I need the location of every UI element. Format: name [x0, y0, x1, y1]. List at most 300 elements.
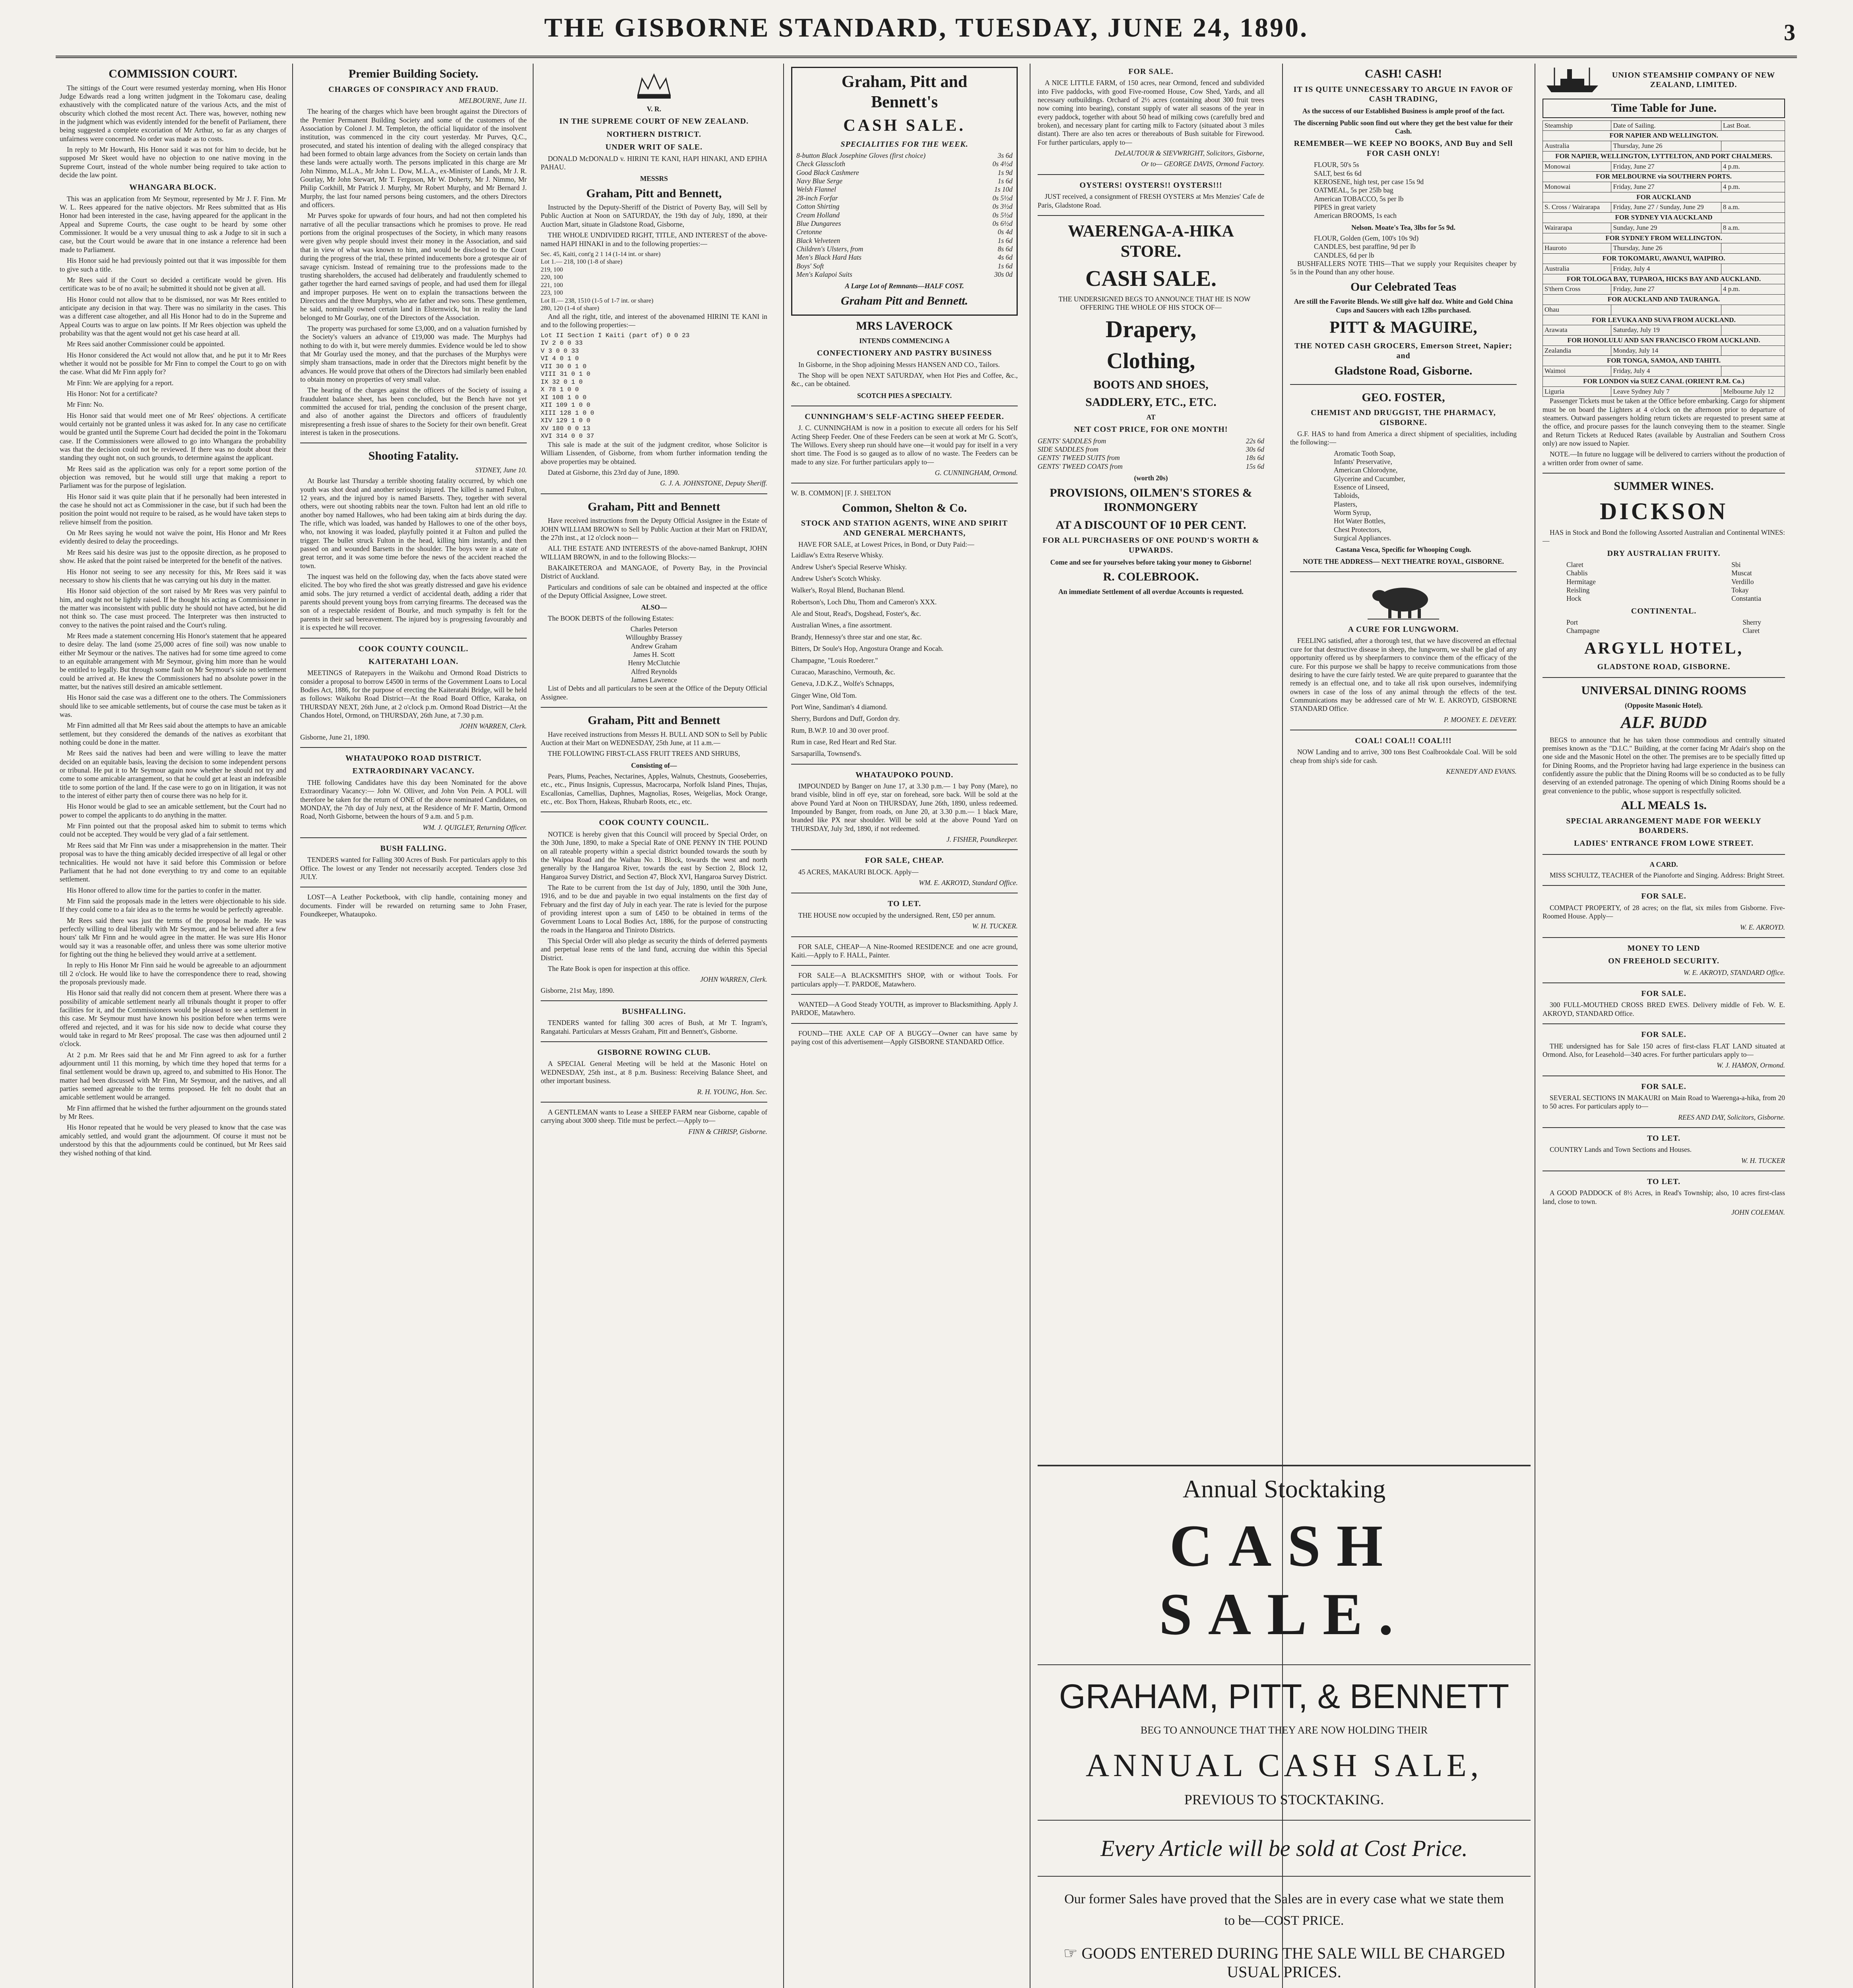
goods-item: Rum in case, Red Heart and Red Star. [791, 738, 896, 746]
divider [791, 764, 1018, 765]
label: MESSRS [640, 175, 668, 183]
notice-subheading: ON FREEHOLD SECURITY. [1608, 957, 1719, 966]
firm-name: GEO. FOSTER, [1362, 390, 1445, 404]
goods-item: Port Wine, Sandiman's 4 diamond. [791, 703, 888, 711]
wine-name: Claret [1566, 561, 1583, 569]
stocktaking-ad [1038, 1459, 1531, 1988]
paragraph: His Honor said it was quite plain that if he personally had been interested in the case he should not act as Commissioner in the case, but if such had been the position the point would not require to be raised, as he would have taken steps to relieve himself from the position. [60, 492, 286, 526]
ship-name: Monowai [1543, 182, 1611, 192]
item-price: 1s 10d [994, 185, 1013, 194]
price-row [1038, 462, 1264, 471]
section-list [541, 332, 767, 441]
paragraph: MEETINGS of Ratepayers in the Waikohu and Ormond Road Districts to consider a proposal to borrow £4500 in terms of the Government Loans to Local Bodies Act, 1886, for the purpose of erecting the Kaiteratahi Bridge, will be held as follows: Waikohu Road District—At the Road Board Office, Karaka, on THURSDAY NEXT, 26th June, at 2 o'clock p.m. Ormond Road District—At the Chandos Hotel, Ormond, on THURSDAY, 26th June, at 7.30 p.m. [300, 669, 527, 720]
lot-row: 280, 120 (1-4 of share) [541, 305, 600, 312]
paragraph: His Honor: Not for a certificate? [67, 389, 157, 398]
paragraph: His Honor said that would meet one of Mr Rees' objections. A certificate would certainly not be granted unless it was asked for. In any case no certificate would be granted until the Supreme Court had decided the point in the Tokomaru case. If the Commissioners were allowed to go into Whangara the probability was that the decision could not be reviewed. If there was no doubt about their standing they ought not, on such grounds, to determine against the applicant. [60, 411, 286, 462]
paragraph: A GOOD PADDOCK of 8½ Acres, in Read's Township; also, 10 acres first-class land, close to town. [1543, 1189, 1785, 1206]
notice-heading: WHATAUPOKO ROAD DISTRICT. [345, 754, 482, 763]
notice-heading: FOR SALE. [1641, 1082, 1686, 1091]
paragraph: HAS in Stock and Bond the following Assorted Australian and Continental WINES:— [1543, 528, 1785, 545]
article-heading: Shooting Fatality. [368, 449, 459, 463]
item-price: 1s 6d [997, 177, 1013, 185]
column-rule [783, 64, 784, 1988]
divider [541, 493, 767, 494]
divider [1543, 982, 1785, 983]
article-heading: COMMISSION COURT. [109, 67, 237, 80]
timetable-header-row [1543, 120, 1785, 131]
paragraph: The property was purchased for some £3,000, and on a valuation furnished by the Society's valuers an advance of £19,000 was made. The Murphys had nothing to do with it, but were merely dummies. Evidence would be led to show that Mr Gourlay used the money, and that the purchases of the Murphys were simply sham transactions, made in order that the Directors might benefit by the advances. He would prove that others of the Directors had similarly been enabled to obtain money on properties of very small value. [300, 324, 527, 383]
estate-name: James H. Scott [633, 650, 675, 659]
signature: JOHN WARREN, Clerk. [460, 722, 527, 730]
paragraph: The hearing of the charges against the officers of the Society of issuing a fraudulent balance sheet, has been concluded, but the Bench have not yet committed the accused for trial, pending the conclusion of the present charge, and also of another against the Directors and officers of fraudulently misrepresenting a fresh issue of shares to the Society for their own benefit. Great interest is taken in the prosecutions. [300, 386, 527, 437]
paragraph: J. C. CUNNINGHAM is now in a position to execute all orders for his Self Acting Sheep Feeder. One of these Feeders can be seen at work at Mr G. Scott's, The Willows. Every sheep run should have one—it would pay for itself in a very short time. The Food is so gauged as to allow of no waste. The Feeders can be made to any size. For further particulars apply to— [791, 424, 1018, 466]
ad-title: CASH SALE. [1085, 266, 1217, 291]
column-legal-notices [541, 64, 767, 1988]
ad-title: UNIVERSAL DINING ROOMS [1581, 684, 1746, 697]
paragraph: THE undersigned has for Sale 150 acres of first-class FLAT LAND situated at Ormond. Also, for Leasehold—340 acres. For further particulars apply to— [1543, 1042, 1785, 1058]
divider [1038, 174, 1264, 175]
ad-subtitle: CONTINENTAL. [1631, 606, 1697, 615]
lot-list [541, 250, 767, 313]
last-boat [1721, 305, 1785, 315]
section-row: XIV 129 1 0 0 [541, 417, 590, 425]
divider [791, 965, 1018, 966]
sailing-date: Saturday, July 19 [1611, 325, 1721, 336]
notice-heading: OYSTERS! OYSTERS!! OYSTERS!!! [1079, 181, 1222, 190]
paragraph: Mr Rees said as the application was only for a report some portion of the objection was removed, but he would still urge that making a report to Parliament was for the purpose of legislation. [60, 464, 286, 490]
wine-list-right [1731, 561, 1761, 603]
paragraph: The hearing of the charges which have been brought against the Directors of the Premier Permanent Building Society and some of the customers of the Association by Colonel J. M. Templeton, the official liquidator of the insolvent institution, was commenced in the city court yesterday. Mr Purves, Q.C., prosecuted, and stated his intention of dealing with the alleged conspiracy that had been formed to obtain large advances from the Society on certain lands than these lands were actually worth. The persons implicated in this charge are Mr John Nimmo, M.L.A., Mr John L. Dow, M.L.A., ex-Minister of Lands, Mr J. R. Gourlay, Mr John Stewart, Mr T. Ferguson, Mr W. Doherty, Mr J. Nimmo, Mr Philip Corkhill, Mr Patrick J. Murphy, Mr Robert Murphy, and Mr Bernard J. Murphy, the last four named persons being customers, and the others Directors and officers. [300, 107, 527, 209]
item-price: 15s 6d [1246, 462, 1264, 470]
section-row: XI 108 1 0 0 [541, 394, 587, 401]
paragraph: His Honor repeated that he would be very pleased to know that the case was amicably settled, and would grant the adjournment. Of course it must not be understood by this that the adjournments could be continued, but Mr Rees said they wished nothing of that kind. [60, 1123, 286, 1157]
paragraph: SEVERAL SECTIONS IN MAKAURI on Main Road to Waerenga-a-hika, from 20 to 50 acres. For particulars apply to— [1543, 1093, 1785, 1110]
signature: REES AND DAY, Solicitors, Gisborne. [1678, 1113, 1785, 1121]
ad-title: SUMMER WINES. [1614, 480, 1714, 493]
lot-row: Lot 1.— 218, 100 (1-8 of share) [541, 258, 623, 266]
price-row [1038, 454, 1264, 462]
item-label: Men's Black Hard Hats [796, 253, 861, 262]
ship-name: Monowai [1543, 161, 1611, 172]
paragraph: The sittings of the Court were resumed yesterday morning, when His Honor Judge Edwards read a long written judgment in the Tokomaru case, dealing exhaustively with the complicated nature of the various Acts, and the mist of obscurity which clothed the most recent Act. There was, however, nothing new in the judgment which was evidently intended for the benefit of Parliament, there being suggested a complete excoriation of Mr Arthur, so far as any charges of unfairness were concerned. No order was made as to costs. [60, 83, 286, 143]
price-line: KEROSENE, high test, per case 15s 9d [1314, 177, 1424, 186]
price-list [796, 151, 1013, 279]
ad-subtitle: Every Article will be sold at Cost Price. [1100, 1835, 1468, 1861]
notice-heading: FOR SALE. [1128, 67, 1174, 76]
divider [1038, 1876, 1531, 1877]
estate-name: Alfred Reynolds [631, 667, 677, 676]
paragraph: His Honor considered the Act would not allow that, and he put it to Mr Rees whether it would not be possible for Mr Finn to compel the Court to go on with the case. What did Mr Finn apply for? [60, 351, 286, 376]
wine-name: Port [1566, 618, 1578, 627]
paragraph: His Honor could not allow that to be dismissed, nor was Mr Rees entitled to anticipate any decision in that way. There was no similarity in the cases. This was a different case altogether, and all His Honor had to do in the Supreme and Appeal Courts was to argue on law points. If Mr Rees objection was upheld the probability was that the agent would not get his case heard at all. [60, 295, 286, 337]
route-header-row [1543, 172, 1785, 182]
wine-name: Claret [1742, 627, 1760, 635]
firm-subtitle: CHEMIST AND DRUGGIST, THE PHARMACY, GISBORNE. [1311, 408, 1496, 427]
price-row [796, 245, 1013, 253]
paragraph: The inquest was held on the following day, when the facts above stated were elicited. The boy who fired the shot was greatly distressed and gave his evidence amid sobs. The jury returned a verdict of accidental death, adding a rider that parents should prevent young boys from carrying firearms. The deceased was the son of a respectable resident of Bourke, and much sympathy is felt for the parents in their sad bereavement. The injured boy is progressing favourably and it is expected he will recover. [300, 573, 527, 632]
item-price: 1s 6d [997, 262, 1013, 270]
ad-note: Castana Vesca, Specific for Whooping Cough. [1335, 546, 1471, 554]
firm-name: Graham, Pitt and Bennett, [586, 186, 722, 200]
sheep-icon [1364, 578, 1443, 621]
goods-item: Rum, B.W.P. 10 and 30 over proof. [791, 726, 889, 734]
divider [1543, 677, 1785, 678]
price-row [796, 194, 1013, 202]
goods-item: Ale and Stout, Read's, Dogshead, Foster's, &c. [791, 610, 921, 618]
ad-subtitle: CONFECTIONERY AND PASTRY BUSINESS [817, 349, 992, 358]
ad-subtitle: IT IS QUITE UNNECESSARY TO ARGUE IN FAVOR OF CASH TRADING, [1293, 85, 1513, 103]
paragraph: The Shop will be open NEXT SATURDAY, when Hot Pies and Coffee, &c., &c., can be obtained. [791, 371, 1018, 388]
item-price: 4s 6d [997, 253, 1013, 262]
paragraph: His Honor said objection of the sort raised by Mr Rees was very painful to him, and ought not be lightly raised. If he thought his acting as Commissioner in the matter was inconsistent with public duty he should not have acted, but he did not think so. The case must proceed. The Interpreter was then instructed to convey to the natives the point raised and the Court's ruling. [60, 587, 286, 629]
ad-subtitle: REMEMBER—WE KEEP NO BOOKS, AND Buy and Sell FOR CASH ONLY! [1294, 139, 1513, 158]
ad-title: Bennett's [871, 93, 938, 112]
item-label: Cream Holland [796, 211, 840, 219]
last-boat [1721, 243, 1785, 254]
price-line: American BROOMS, 1s each [1314, 212, 1397, 220]
paragraph: NOTE.—In future no luggage will be delivered to carriers without the production of a written order from owner of same. [1543, 450, 1785, 467]
ad-note: (worth 20s) [1134, 474, 1168, 482]
ship-name: Zealandia [1543, 346, 1611, 356]
item-price: 18s 6d [1246, 454, 1264, 462]
item-label: 28-inch Forfar [796, 194, 838, 202]
section-row: XV 180 0 0 13 [541, 425, 590, 432]
section-row: VI 4 0 1 0 [541, 355, 579, 363]
item-price: 1s 9d [997, 168, 1013, 177]
signature: W. E. AKROYD. [1740, 923, 1785, 931]
goods-item: Laidlaw's Extra Reserve Whisky. [791, 551, 884, 559]
firm-name: GRAHAM, PITT, & BENNETT [1059, 1677, 1510, 1716]
route-name: FOR NAPIER, WELLINGTON, LYTTELTON, AND PORT CHALMERS. [1543, 151, 1785, 161]
sailing-date: Leave Sydney July 7 [1611, 386, 1721, 397]
ad-title: CASH SALE. [1159, 1513, 1409, 1647]
ship-name: S. Cross / Wairarapa [1543, 202, 1611, 213]
divider [791, 849, 1018, 850]
paragraph: DONALD McDONALD v. HIRINI TE KANI, HAPI HINAKI, AND EPIHA PAHAU. [541, 154, 767, 171]
paragraph: His Honor would be glad to see an amicable settlement, but the Court had no power to compel the applicants to do anything in the matter. [60, 802, 286, 819]
last-boat [1721, 325, 1785, 336]
estate-name: Andrew Graham [631, 642, 677, 650]
paragraph: His Honor said that really did not concern them at present. Where there was a possibility of amicable settlement nearly all tribunals thought it proper to offer facilities for it, and the Commissioners would be pleased to see a settlement in this case. Mr Seymour must have known his position before when terms were offered and rejected, and it was for his side now to decide what course they would take in regard to Mr Rees' proposal. The case was then adjourned until 2 o'clock. [60, 989, 286, 1048]
goods-item: Sherry, Burdons and Duff, Gordon dry. [791, 714, 900, 723]
ad-subtitle: PREVIOUS TO STOCKTAKING. [1184, 1792, 1384, 1807]
firm-name: PITT & MAGUIRE, [1329, 318, 1477, 337]
paragraph: This sale is made at the suit of the judgment creditor, whose Solicitor is William Lissenden, of Gisborne, from whom further information tending the above properties may be obtained. [541, 440, 767, 466]
table-row [1543, 346, 1785, 356]
paragraph: THE WHOLE UNDIVIDED RIGHT, TITLE, AND INTEREST of the above-named HAPI HINAKI in and to the following properties:— [541, 231, 767, 248]
item-label: Men's Kalapoi Suits [796, 270, 852, 278]
notice-heading: BUSH FALLING. [380, 844, 447, 853]
price-line: FLOUR, 50's 5s [1314, 161, 1359, 169]
column-waerenga-store [1038, 64, 1264, 1447]
dateline: MELBOURNE, June 11. [459, 96, 527, 105]
goods-item: Champagne, "Louis Roederer." [791, 656, 878, 664]
column-header: Last Boat. [1721, 120, 1785, 131]
last-boat [1721, 141, 1785, 151]
firm-subtitle: GLADSTONE ROAD, GISBORNE. [1597, 662, 1731, 672]
paragraph: In reply to His Honor Mr Finn said he would be agreeable to an adjournment till 2 o'clock. He would like to have the correspondence there to read, showing the proposals previously made. [60, 961, 286, 986]
subheading: WHANGARA BLOCK. [129, 183, 217, 192]
table-row [1543, 366, 1785, 377]
divider [1290, 384, 1517, 385]
notice-heading: CUNNINGHAM'S SELF-ACTING SHEEP FEEDER. [805, 412, 1004, 421]
paragraph: Mr Finn: No. [67, 400, 104, 409]
paragraph: Have received instructions from the Deputy Official Assignee in the Estate of JOHN WILLIAM BROWN to Sell by Public Auction at their Mart on FRIDAY, the 27th inst., at 12 o'clock noon— [541, 516, 767, 542]
column-graham-pitt-sale [791, 64, 1018, 1988]
route-name: FOR TOKOMARU, AWANUI, WAIPIRO. [1543, 254, 1785, 264]
wine-name: Constantia [1731, 594, 1761, 603]
signature: Or to— GEORGE DAVIS, Ormond Factory. [1141, 160, 1264, 168]
paragraph: His Honor said he had previously pointed out that it was impossible for them to give such a title. [60, 256, 286, 273]
route-header-row [1543, 151, 1785, 161]
lot-row: 221, 100 [541, 282, 563, 289]
ad-title: WAERENGA-A-HIKA STORE. [1068, 222, 1234, 261]
sailing-date: Sunday, June 29 [1611, 223, 1721, 233]
price-row [1038, 437, 1264, 445]
paragraph: Mr Finn: We are applying for a report. [67, 379, 174, 387]
lot-row: 223, 100 [541, 289, 563, 297]
sailing-date: Friday, June 27 [1611, 182, 1721, 192]
route-name: FOR SYDNEY VIA AUCKLAND [1543, 213, 1785, 223]
route-name: FOR HONOLULU AND SAN FRANCISCO FROM AUCKLAND. [1543, 336, 1785, 346]
steamship-icon [1543, 64, 1602, 95]
paragraph: Pears, Plums, Peaches, Nectarines, Apples, Walnuts, Chestnuts, Gooseberries, etc., etc., Pinus Insignis, Cupressus, Macrocarpa, Norfolk Island Pines, Thujas, Escallonias, Camellias, Daphnes, Magnolias, Roses, Weigelias, Mock Orange, etc., etc. Box Thorn, Hakeas, Rhubarb Roots, etc., etc. [541, 772, 767, 806]
section-row: IV 2 0 0 33 [541, 340, 583, 347]
ad-title: MRS LAVEROCK [856, 319, 953, 333]
route-header-row [1543, 376, 1785, 386]
section-row: VII 30 0 1 0 [541, 363, 587, 370]
price-row [796, 160, 1013, 168]
signature: W. E. AKROYD, STANDARD Office. [1683, 968, 1785, 977]
ad-subtitle: SADDLERY, ETC., ETC. [1085, 396, 1217, 409]
goods-item: Tabloids, [1334, 491, 1360, 500]
paragraph: COMPACT PROPERTY, of 28 acres; on the flat, six miles from Gisborne. Five-Roomed House. Apply— [1543, 903, 1785, 920]
notice-heading: COAL! COAL!! COAL!!! [1355, 736, 1452, 745]
label: Consisting of— [631, 761, 677, 769]
ad-title: Drapery, [1105, 316, 1197, 343]
label: AT [1146, 413, 1156, 421]
ad-title: Annual Stocktaking [1182, 1475, 1386, 1503]
firm-subtitle: Gladstone Road, Gisborne. [1334, 364, 1473, 377]
item-label: Children's Ulsters, from [796, 245, 863, 253]
paragraph: TENDERS wanted for Falling 300 Acres of Bush. For particulars apply to this Office. The lowest or any Tender not necessarily accepted. Tenders close 3rd JULY. [300, 856, 527, 881]
ship-name: Liguria [1543, 386, 1611, 397]
ad-note: SCOTCH PIES A SPECIALTY. [857, 391, 952, 400]
item-label: Cotton Shirting [796, 202, 840, 211]
goods-item: Andrew Usher's Special Reserve Whisky. [791, 563, 907, 571]
item-price: 0s 6½d [992, 219, 1013, 227]
ad-title: Graham, Pitt and [841, 73, 968, 91]
section-row: XII 109 1 0 0 [541, 402, 590, 409]
notice-subheading: NORTHERN DISTRICT. [606, 130, 702, 139]
paragraph: FEELING satisfied, after a thorough test, that we have discovered an effectual cure for that destructive disease in sheep, the lungworm, we shall be glad of any opportunity offered us by sheepfarmers to convince them of the efficacy of the cure. For this purpose we shall be happy to receive communications from those desiring to have the cure fairly tested. We are quite prepared to guarantee that the remedy is an effectual one, and to take all risk upon ourselves, indemnifying owners in case of the loss of any animal through the effects of the test. Communications may be addressed care of Mr W. E. AKROYD, GISBORNE STANDARD Office. [1290, 637, 1517, 713]
paragraph: FOR SALE—A BLACKSMITH'S SHOP, with or without Tools. For particulars apply—T. PARDOE, Matawhero. [791, 971, 1018, 988]
divider [1543, 1127, 1785, 1128]
price-row [1038, 445, 1264, 454]
article-heading: Premier Building Society. [348, 67, 479, 80]
sailing-date: Friday, June 27 [1611, 284, 1721, 295]
goods-item: Ginger Wine, Old Tom. [791, 691, 857, 699]
paragraph: A SPECIAL General Meeting will be held at the Masonic Hotel on WEDNESDAY, 25th inst., at 8 p.m. Business: Receiving Balance Sheet, and other important business. [541, 1060, 767, 1085]
continental-list [1543, 618, 1785, 635]
price-list [1290, 234, 1517, 260]
ad-subtitle: LADIES' ENTRANCE FROM LOWE STREET. [1574, 839, 1754, 848]
ship-name: Waimoi [1543, 366, 1611, 377]
paragraph: Mr Finn affirmed that he wished the further adjournment on the grounds stated by Mr Rees. [60, 1104, 286, 1121]
sailing-date: Friday, July 4 [1611, 264, 1721, 274]
divider [1543, 854, 1785, 855]
paragraph: 300 FULL-MOUTHED CROSS BRED EWES. Delivery middle of Feb. W. E. AKROYD, STANDARD Office. [1543, 1001, 1785, 1017]
last-boat: Melbourne July 12 [1721, 386, 1785, 397]
ad-title: Our Celebrated Teas [1350, 280, 1457, 293]
item-label: 8-button Black Josephine Gloves (first choice) [796, 151, 926, 160]
paragraph: TENDERS wanted for falling 300 acres of Bush, at Mr T. Ingram's, Rangatahi. Particulars at Messrs Graham, Pitt and Bennett's, Gisborne. [541, 1019, 767, 1035]
paragraph: Particulars and conditions of sale can be obtained and inspected at the office of the Deputy Official Assignee, Lowe street. [541, 583, 767, 600]
price-row [796, 211, 1013, 219]
goods-item: Curacao, Maraschino, Vermouth, &c. [791, 668, 895, 676]
column-rule [292, 64, 293, 1988]
paragraph: Dated at Gisborne, this 23rd day of June, 1890. [548, 468, 679, 476]
notice-heading: FOR SALE. [1641, 892, 1686, 901]
paragraph: The BOOK DEBTS of the following Estates: [548, 614, 674, 622]
goods-item: Bitters, Dr Soule's Hop, Angostura Orange and Kocah. [791, 645, 944, 653]
crest-letters: V. R. [646, 105, 662, 113]
ad-subtitle: SPECIAL ARRANGEMENT MADE FOR WEEKLY BOARDERS. [1566, 816, 1762, 835]
price-line: PIPES in great variety [1314, 203, 1376, 211]
notice-date: Gisborne, June 21, 1890. [300, 733, 370, 741]
notice-heading: FOR SALE. [1641, 1030, 1686, 1039]
notice-date: Gisborne, 21st May, 1890. [541, 986, 615, 994]
item-label: Black Velveteen [796, 236, 840, 245]
notice-heading: COOK COUNTY COUNCIL. [358, 644, 469, 653]
wine-name: Hock [1566, 594, 1581, 603]
divider [541, 1000, 767, 1001]
lot-row: Lot II.— 238, 1510 (1-5 of 1-7 int. or share) [541, 297, 654, 304]
lot-row: 219, 100 [541, 266, 563, 273]
route-header-row [1543, 295, 1785, 305]
item-label: Welsh Flannel [796, 185, 836, 194]
paragraph: Mr Rees said the natives had been and were willing to leave the matter decided on an equitable basis, leaving the decision to some independent persons or tribunal. He put it to Mr Seymour again now whether he should not try and come to some amicable arrangement, so that he could get at least an indefeasible title to some portion of the land. If the case were to go on in litigation, it was not to the interest of either party then of course there was no help for it. [60, 749, 286, 800]
table-row [1543, 284, 1785, 295]
signature: G. CUNNINGHAM, Ormond. [935, 469, 1018, 477]
route-header-row [1543, 233, 1785, 243]
paragraph: A GENTLEMAN wants to Lease a SHEEP FARM near Gisborne, capable of carrying about 3000 sheep. Title must be perfect.—Apply to— [541, 1108, 767, 1125]
ad-subtitle: SPECIALITIES FOR THE WEEK. [840, 140, 968, 149]
crown-icon [614, 67, 694, 103]
route-name: FOR TONGA, SAMOA, AND TAHITI. [1543, 356, 1785, 366]
firm-subtitle: STOCK AND STATION AGENTS, WINE AND SPIRIT AND GENERAL MERCHANTS, [801, 519, 1008, 538]
signature: JOHN COLEMAN. [1731, 1208, 1785, 1217]
goods-item: Aromatic Tooth Soap, [1334, 449, 1395, 457]
paragraph: List of Debts and all particulars to be seen at the Office of the Deputy Official Assignee. [541, 684, 767, 701]
ad-note: A Large Lot of Remnants—HALF COST. [845, 282, 964, 290]
notice-heading: MONEY TO LEND [1627, 944, 1700, 953]
ship-name: S'thern Cross [1543, 284, 1611, 295]
firm-name: ALF. BUDD [1620, 714, 1707, 732]
route-name: FOR LEVUKA AND SUVA FROM AUCKLAND. [1543, 315, 1785, 325]
ad-subtitle: (Opposite Masonic Hotel). [1625, 701, 1703, 710]
paragraph: Mr Rees made a statement concerning His Honor's statement that he appeared to desire delay. The land (some 25,000 acres of fine soil) was now unable to either Mr Seymour or the natives. The natives had for some time agreed to come to an equitable arrangement with Mr Seymour, giving him more than he would be entitled to legally. But through some fault on Mr Seymour's side no settlement could be arrived at. He knew the Commissioners had no absolute power in the matter, but the natives still desired an amicable settlement. [60, 631, 286, 691]
wine-name: Champagne [1566, 627, 1600, 635]
ad-subtitle: BOOTS AND SHOES, [1093, 378, 1209, 391]
paragraph: Mr Rees said that Mr Finn was under a misapprehension in the matter. Their proposal was to have the thing amicably decided irrespective of all legal or other technicalities. He would not have it said before this Commission or before Parliament that he had not done everything to try and come to an equitable settlement. [60, 841, 286, 883]
goods-item: Sarsaparilla, Townsend's. [791, 749, 862, 758]
divider [1543, 937, 1785, 938]
ad-note: As the success of our Established Business is ample proof of the fact. [1302, 107, 1505, 115]
section-row: XIII 128 1 0 0 [541, 409, 594, 417]
goods-item: Chest Protectors, [1334, 525, 1382, 534]
estate-name: James Lawrence [631, 676, 677, 684]
divider [1543, 1023, 1785, 1024]
table-row [1543, 243, 1785, 254]
table-row [1543, 202, 1785, 213]
item-label: Check Glasscloth [796, 160, 845, 168]
ad-subtitle: ALL MEALS 1s. [1621, 799, 1707, 812]
section-row: IX 32 0 1 0 [541, 378, 583, 386]
signature: JOHN WARREN, Clerk. [700, 975, 767, 984]
paragraph: A NICE LITTLE FARM, of 150 acres, near Ormond, fenced and subdivided into Five paddocks, with good Five-roomed House, Cow Shed, Yards, and all necessary outbuildings. Orchard of 2½ acres (containing about 300 fruit trees now coming into bearing), constant supply of water all seasons of the year in every paddock, together with about 50 head of milking cows (carefully bred and broken), and necessary plant for carting milk to Factory (situated about 3 miles distant). There are also ten acres or thereabouts of Bush suitable for Firewood. For further particulars, apply to— [1038, 79, 1264, 146]
item-label: GENTS' TWEED SUITS from [1038, 454, 1120, 462]
price-line: CANDLES, best paraffine, 9d per lb [1314, 243, 1416, 251]
divider [541, 1041, 767, 1042]
signature: FINN & CHRISP, Gisborne. [688, 1127, 767, 1136]
ad-subtitle: INTENDS COMMENCING A [859, 336, 950, 345]
divider [791, 936, 1018, 937]
last-boat [1721, 366, 1785, 377]
notice-heading: TO LET. [1647, 1177, 1681, 1186]
cash-sale-ad [791, 67, 1018, 316]
route-name: FOR TOLOGA BAY, TUPAROA, HICKS BAY AND AUCKLAND. [1543, 274, 1785, 284]
table-row [1543, 141, 1785, 151]
table-row [1543, 161, 1785, 172]
paragraph: WANTED—A Good Steady YOUTH, as improver to Blacksmithing. Apply J. PARDOE, Matawhero. [791, 1000, 1018, 1017]
paragraph: At 2 p.m. Mr Rees said that he and Mr Finn agreed to ask for a further adjournment until 11 this morning, by which time they hoped that terms for a final settlement would be drawn up, agreed to, and submitted to His Honor. The matter had been discussed with Mr Finn, Mr Seymour, and the natives, and all parties seemed agreeable to the terms proposed. He felt no doubt that an amicable settlement would be arranged. [60, 1050, 286, 1101]
notice-heading: IN THE SUPREME COURT OF NEW ZEALAND. [559, 117, 749, 126]
paragraph: His Honor offered to allow time for the parties to confer in the matter. [67, 886, 262, 894]
paragraph: At Bourke last Thursday a terrible shooting fatality occurred, by which one youth was shot dead and another seriously injured. The killed is named Fulton, 12 years, and the injured boy is named Barsetts. They, together with several others, were out shooting rabbits near the town. Fulton had lent an old rifle to another boy named Hallowes, who had been taking aim at birds during the day. The rifle, which was loaded, was handed by Hallowes to one of the other boys, who, not knowing it was loaded, playfully pointed it at Fulton and pulled the trigger. The bullet struck Fulton in the head, killing him instantly, and then passed on and wounded Barsetts in the shoulder. The boys were in a state of great terror, and it was some time before the news of the accident reached the town. [300, 477, 527, 570]
signature: WM. E. AKROYD, Standard Office. [919, 879, 1018, 887]
notice-heading: A CARD. [1649, 860, 1678, 868]
notice-heading: BUSHFALLING. [622, 1007, 686, 1016]
paragraph: Mr Rees said his desire was just to the opposite direction, as he proposed to show. He asked that the point raised be interpreted for the benefit of the natives. [60, 548, 286, 565]
ad-title: CASH SALE. [843, 116, 966, 135]
item-price: 0s 4d [997, 228, 1013, 236]
price-row [796, 219, 1013, 228]
column-rule [533, 64, 534, 1988]
goods-notice-text: GOODS ENTERED DURING THE SALE WILL BE CHARGED USUAL PRICES. [1081, 1944, 1505, 1981]
item-label: SIDE SADDLES from [1038, 445, 1098, 454]
item-price: 3s 6d [997, 151, 1013, 160]
signature: J. FISHER, Poundkeeper. [946, 835, 1018, 844]
item-price: 8s 6d [997, 245, 1013, 253]
goods-notice [1038, 1944, 1531, 1981]
item-label: Blue Dungarees [796, 219, 841, 227]
goods-item: Geneva, J.D.K.Z., Wolfe's Schnapps, [791, 679, 894, 688]
paragraph: COUNTRY Lands and Town Sections and Houses. [1550, 1145, 1692, 1154]
pointing-hand-icon: ☞ [1063, 1944, 1078, 1962]
table-row [1543, 325, 1785, 336]
goods-item: Essence of Linseed, [1334, 483, 1389, 491]
divider [1543, 885, 1785, 886]
route-header-row [1543, 315, 1785, 325]
notice-heading: TO LET. [887, 899, 922, 909]
subheading: CHARGES OF CONSPIRACY AND FRAUD. [328, 85, 499, 94]
signature: R. H. YOUNG, Hon. Sec. [697, 1087, 767, 1096]
paragraph: Instructed by the Deputy-Sheriff of the District of Poverty Bay, will Sell by Public Auction at Noon on SATURDAY, the 19th day of July, 1890, at their Auction Mart, situate in Gladstone Road, Gisborne, [541, 203, 767, 228]
table-row [1543, 386, 1785, 397]
estate-name: Charles Peterson [630, 625, 678, 633]
paragraph: MISS SCHULTZ, TEACHER of the Pianoforte and Singing. Address: Bright Street. [1550, 871, 1785, 879]
